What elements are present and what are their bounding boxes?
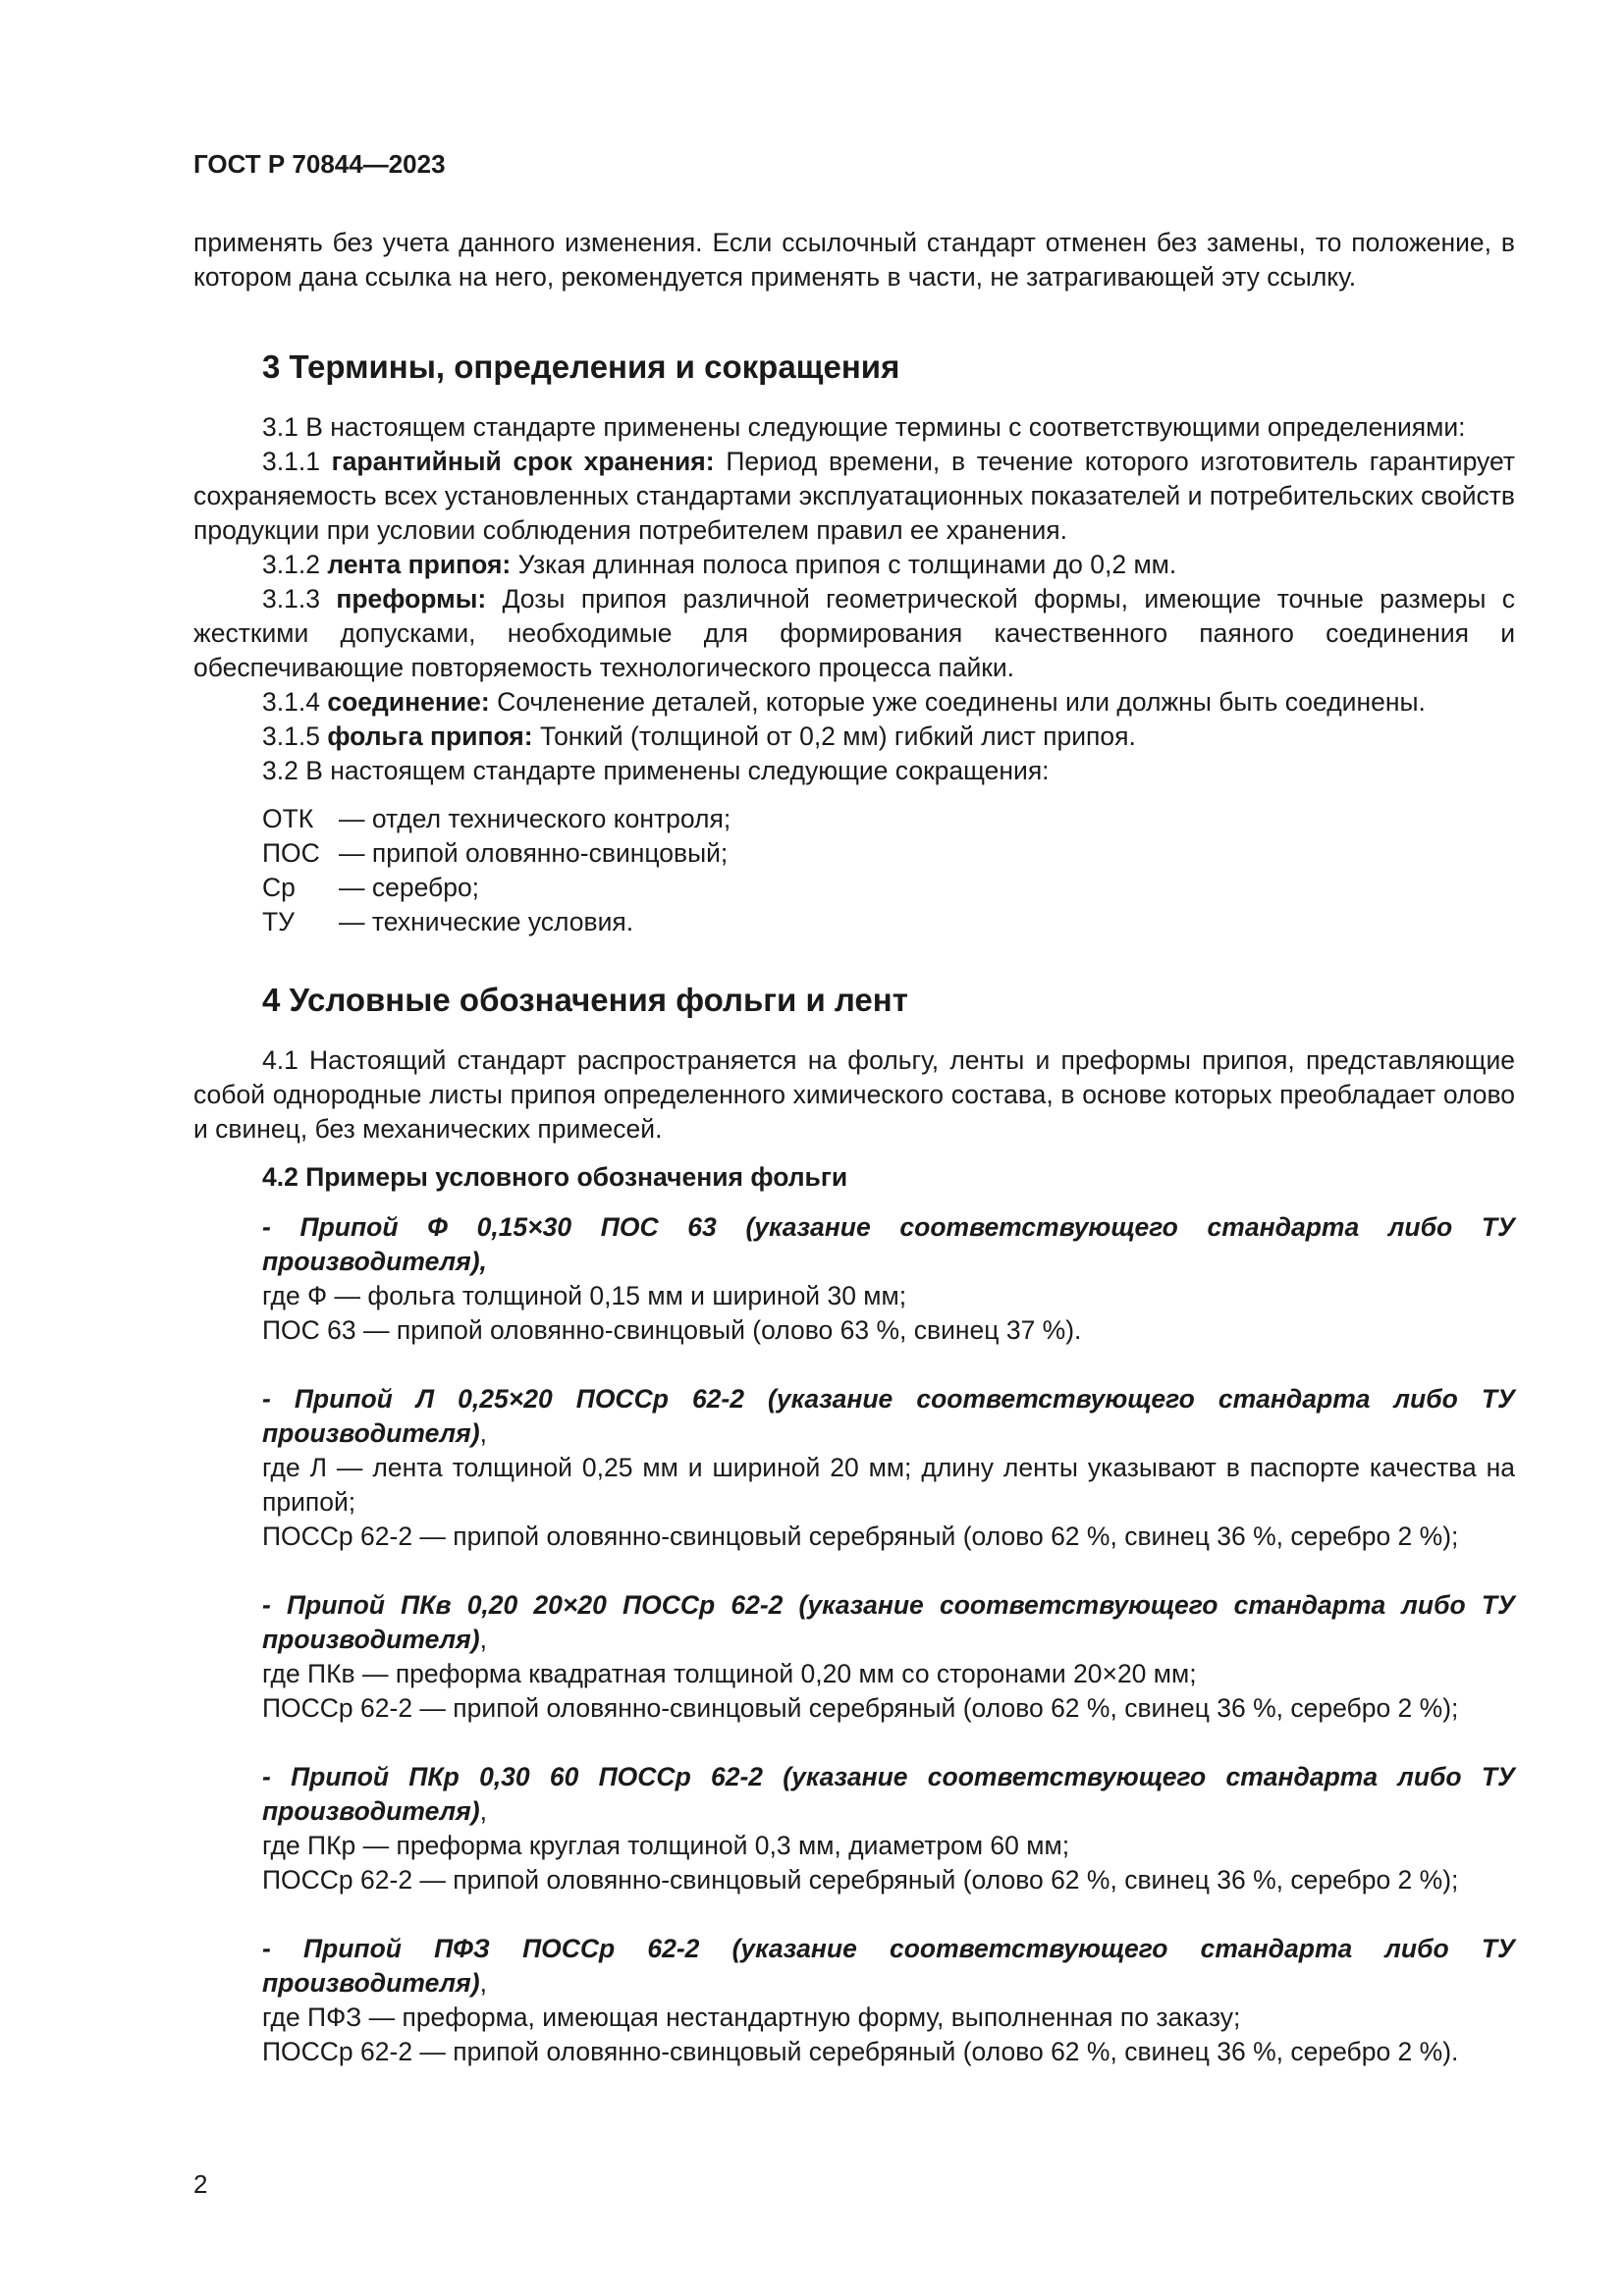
example-3: - Припой ПКв 0,20 20×20 ПОССр 62-2 (указание соответствующего стандарта либо ТУ производителя), где ПКв — преформа квадратная толщиной 0,20 мм со сторонами 20×20 мм; ПОССр 62-2 — припой оловянно-свинцовый серебряный (олово 62 %, свинец 36 %, серебро 2 %); (193, 1588, 1515, 1726)
page-number: 2 (193, 2169, 208, 2199)
example-line: где Л — лента толщиной 0,25 мм и шириной 20 мм; длину ленты указывают в паспорте качества на припой; (262, 1453, 1515, 1517)
para-3-2: 3.2 В настоящем стандарте применены следующие сокращения: (262, 756, 1050, 785)
document-header: ГОСТ Р 70844—2023 (193, 149, 446, 179)
example-line: ПОССр 62-2 — припой оловянно-свинцовый серебряный (олово 62 %, свинец 36 %, серебро 2 %); (262, 1693, 1459, 1723)
para-3-1: 3.1 В настоящем стандарте применены следующие термины с соответствующими определениями: (262, 412, 1466, 442)
term-3-1-2: 3.1.2 лента припоя: Узкая длинная полоса припоя с толщинами до 0,2 мм. (262, 550, 1177, 579)
abbreviation-list (193, 802, 1515, 939)
example-line: где ПКр — преформа круглая толщиной 0,3 мм, диаметром 60 мм; (262, 1831, 1070, 1860)
example-line: ПОССр 62-2 — припой оловянно-свинцовый серебряный (олово 62 %, свинец 36 %, серебро 2 %). (262, 2037, 1459, 2066)
term-3-1-3: 3.1.3 преформы: Дозы припоя различной геометрической формы, имеющие точные размеры с жесткими допусками, необходимые для формирования качественного паяного соединения и обеспечивающие повторяемость технологического процесса пайки. (193, 584, 1515, 682)
term-name: гарантийный срок хранения: (331, 447, 715, 476)
section-3-title: 3 Термины, определения и сокращения (262, 348, 900, 385)
term-definition: Узкая длинная полоса припоя с толщинами до 0,2 мм. (517, 550, 1177, 579)
section-3 (193, 347, 1515, 939)
abbreviation-item: Ср — серебро; (262, 873, 480, 902)
abbreviation-item: ОТК — отдел технического контроля; (262, 804, 731, 833)
example-1 (193, 1210, 1515, 1348)
example-designation: - Припой ПКр 0,30 60 ПОССр 62-2 (указание соответствующего стандарта либо ТУ производителя) (262, 1762, 1515, 1826)
term-3-1-4: 3.1.4 соединение: Сочленение деталей, которые уже соединены или должны быть соединены. (262, 687, 1426, 717)
example-2: - Припой Л 0,25×20 ПОССр 62-2 (указание соответствующего стандарта либо ТУ производителя), где Л — лента толщиной 0,25 мм и шириной 20 мм; длину ленты указывают в паспорте качества на припой; ПОССр 62-2 — припой оловянно-свинцовый серебряный (олово 62 %, свинец 36 %, серебро 2 %); (193, 1382, 1515, 1554)
example-line: где Ф — фольга толщиной 0,15 мм и шириной 30 мм; (262, 1281, 907, 1310)
example-line: ПОССр 62-2 — припой оловянно-свинцовый серебряный (олово 62 %, свинец 36 %, серебро 2 %); (262, 1522, 1459, 1551)
abbreviation-item: ПОС — припой оловянно-свинцовый; (262, 838, 729, 868)
example-designation: - Припой Ф 0,15×30 ПОС 63 (указание соответствующего стандарта либо ТУ производителя), (262, 1212, 1515, 1276)
example-line: ПОССр 62-2 — припой оловянно-свинцовый серебряный (олово 62 %, свинец 36 %, серебро 2 %); (262, 1865, 1459, 1895)
example-designation: - Припой ПКв 0,20 20×20 ПОССр 62-2 (указание соответствующего стандарта либо ТУ производителя) (262, 1590, 1515, 1654)
example-4: - Припой ПКр 0,30 60 ПОССр 62-2 (указание соответствующего стандарта либо ТУ производителя), где ПКр — преформа круглая толщиной 0,3 мм, диаметром 60 мм; ПОССр 62-2 — припой оловянно-свинцовый серебряный (олово 62 %, свинец 36 %, серебро 2 %); (193, 1760, 1515, 1897)
term-3-1-1: 3.1.1 гарантийный срок хранения: Период времени, в течение которого изготовитель гарантирует сохраняемость всех установленных стандартами эксплуатационных показателей и потребительских свойств продукции при условии соблюдения потребителем правил ее хранения. (193, 447, 1515, 545)
term-name: преформы: (336, 584, 487, 614)
example-line: ПОС 63 — припой оловянно-свинцовый (олово 63 %, свинец 37 %). (262, 1315, 1082, 1345)
example-designation: - Припой ПФЗ ПОССр 62-2 (указание соответствующего стандарта либо ТУ производителя) (262, 1934, 1515, 1998)
example-line: где ПКв — преформа квадратная толщиной 0,20 мм со сторонами 20×20 мм; (262, 1659, 1197, 1688)
term-name: соединение: (327, 687, 490, 717)
intro-paragraph: применять без учета данного изменения. Если ссылочный стандарт отменен без замены, то положение, в котором дана ссылка на него, рекомендуется применять в части, не затрагивающей эту ссылку. (193, 228, 1515, 292)
example-line: где ПФЗ — преформа, имеющая нестандартную форму, выполненная по заказу; (262, 2002, 1241, 2032)
term-definition: Сочленение деталей, которые уже соединены или должны быть соединены. (497, 687, 1426, 717)
section-4 (193, 981, 1515, 2069)
para-4-2: 4.2 Примеры условного обозначения фольги (262, 1162, 848, 1192)
term-definition: Дозы припоя различной геометрической формы, имеющие точные размеры с жесткими допусками, необходимые для формирования качественного паяного соединения и обеспечивающие повторяемость технологического процесса пайки. (193, 584, 1515, 682)
term-definition: Период времени, в течение которого изготовитель гарантирует сохраняемость всех установленных стандартами эксплуатационных показателей и потребительских свойств продукции при условии соблюдения потребителем правил ее хранения. (193, 447, 1515, 545)
term-3-1-5: 3.1.5 фольга припоя: Тонкий (толщиной от 0,2 мм) гибкий лист припоя. (262, 721, 1136, 751)
term-name: фольга припоя: (327, 721, 533, 751)
abbreviation-item: ТУ — технические условия. (262, 907, 634, 936)
term-name: лента припоя: (327, 550, 512, 579)
para-4-1: 4.1 Настоящий стандарт распространяется на фольгу, ленты и преформы припоя, представляющие собой однородные листы припоя определенного химического состава, в основе которых преобладает олово и свинец, без механических примесей. (193, 1045, 1515, 1144)
example-5: - Припой ПФЗ ПОССр 62-2 (указание соответствующего стандарта либо ТУ производителя), где ПФЗ — преформа, имеющая нестандартную форму, выполненная по заказу; ПОССр 62-2 — припой оловянно-свинцовый серебряный (олово 62 %, свинец 36 %, серебро 2 %). (193, 1932, 1515, 2069)
section-4-title: 4 Условные обозначения фольги и лент (262, 982, 908, 1018)
term-definition: Тонкий (толщиной от 0,2 мм) гибкий лист припоя. (539, 721, 1136, 751)
example-designation: - Припой Л 0,25×20 ПОССр 62-2 (указание соответствующего стандарта либо ТУ производителя) (262, 1384, 1515, 1448)
